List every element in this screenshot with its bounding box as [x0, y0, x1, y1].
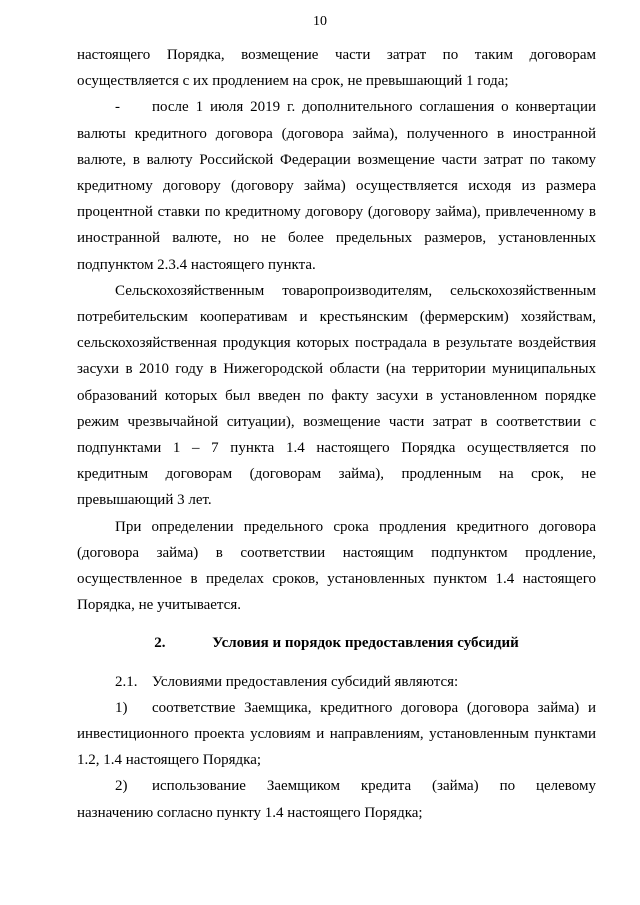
text-line: соответствие Заемщика, кредитного договора (договора займа) и — [152, 699, 596, 716]
text-line: использование Заемщиком кредита (займа) по целевому — [152, 778, 596, 795]
text-line: Порядка, не учитывается. — [77, 597, 241, 614]
text-line: 1.2, 1.4 настоящего Порядка; — [77, 752, 262, 769]
text-line: подпунктами 1 – 7 пункта 1.4 настоящего Порядка осуществляется по — [77, 440, 596, 457]
text-line: после 1 июля 2019 г. дополнительного соглашения о конвертации — [152, 99, 596, 116]
text-line: подпунктом 2.3.4 настоящего пункта. — [77, 256, 316, 273]
text-line: валюты кредитного договора (договора займа), полученного в иностранной — [77, 125, 596, 142]
text-line: При определении предельного срока продления кредитного договора — [115, 518, 596, 535]
text-line: осуществленное в пределах сроков, установленных пунктом 1.4 настоящего — [77, 571, 596, 588]
item-number: 2) — [115, 778, 128, 795]
section-number: 2. — [154, 635, 166, 652]
text-line: настоящего Порядка, возмещение части затрат по таким договорам — [77, 47, 596, 63]
text-line: Условиями предоставления субсидий являются: — [152, 673, 459, 690]
text-line: инвестиционного проекта условиям и направлениям, установленным пунктами — [77, 726, 596, 743]
paragraph-extension-term — [77, 514, 596, 619]
text-line: превышающий 3 лет. — [77, 492, 212, 509]
list-item-2 — [77, 773, 596, 825]
paragraph-continuation — [77, 42, 596, 94]
dash-item-first-line — [77, 94, 596, 120]
text-line: кредитным договорам (договорам займа), продленным на срок, не — [77, 466, 596, 483]
text-line: режим чрезвычайной ситуации), возмещение части затрат в соответствии с — [77, 413, 596, 430]
text-line: потребительским кооперативам и крестьянским (фермерским) хозяйствам, — [77, 309, 596, 326]
list-item-1 — [77, 695, 596, 774]
text-line: процентной ставки по кредитному договору (договору займа), привлеченному в — [77, 204, 596, 221]
document-body — [77, 42, 596, 826]
section-heading — [77, 630, 596, 656]
item-number: 1) — [115, 699, 128, 716]
text-line: засухи в 2010 году в Нижегородской области (на территории муниципальных — [77, 361, 596, 378]
text-line: Сельскохозяйственным товаропроизводителям, сельскохозяйственным — [115, 282, 596, 299]
text-line: сельскохозяйственная продукция которых пострадала в результате воздействия — [77, 335, 596, 352]
paragraph-drought — [77, 278, 596, 514]
clause-number: 2.1. — [115, 673, 138, 690]
page-number: 10 — [313, 14, 327, 29]
text-line: валюте, в валюту Российской Федерации возмещение части затрат по такому — [77, 151, 596, 168]
dash-marker: - — [115, 99, 120, 116]
text-line: (договора займа) в соответствии настоящим подпунктом продление, — [77, 544, 596, 561]
text-line: назначению согласно пункту 1.4 настоящего Порядка; — [77, 804, 423, 821]
text-line: осуществляется с их продлением на срок, не превышающий 1 года; — [77, 73, 509, 90]
text-line: образований которых был введен по факту засухи в установленном порядке — [77, 387, 596, 404]
paragraph-dash-item — [77, 94, 596, 277]
clause-2-1 — [77, 669, 596, 695]
section-title: Условия и порядок предоставления субсидий — [212, 635, 519, 652]
text-line: иностранной валюте, но не более предельных размеров, установленных — [77, 230, 596, 247]
text-line: кредитному договору (договору займа) осуществляется исходя из размера — [77, 178, 596, 195]
